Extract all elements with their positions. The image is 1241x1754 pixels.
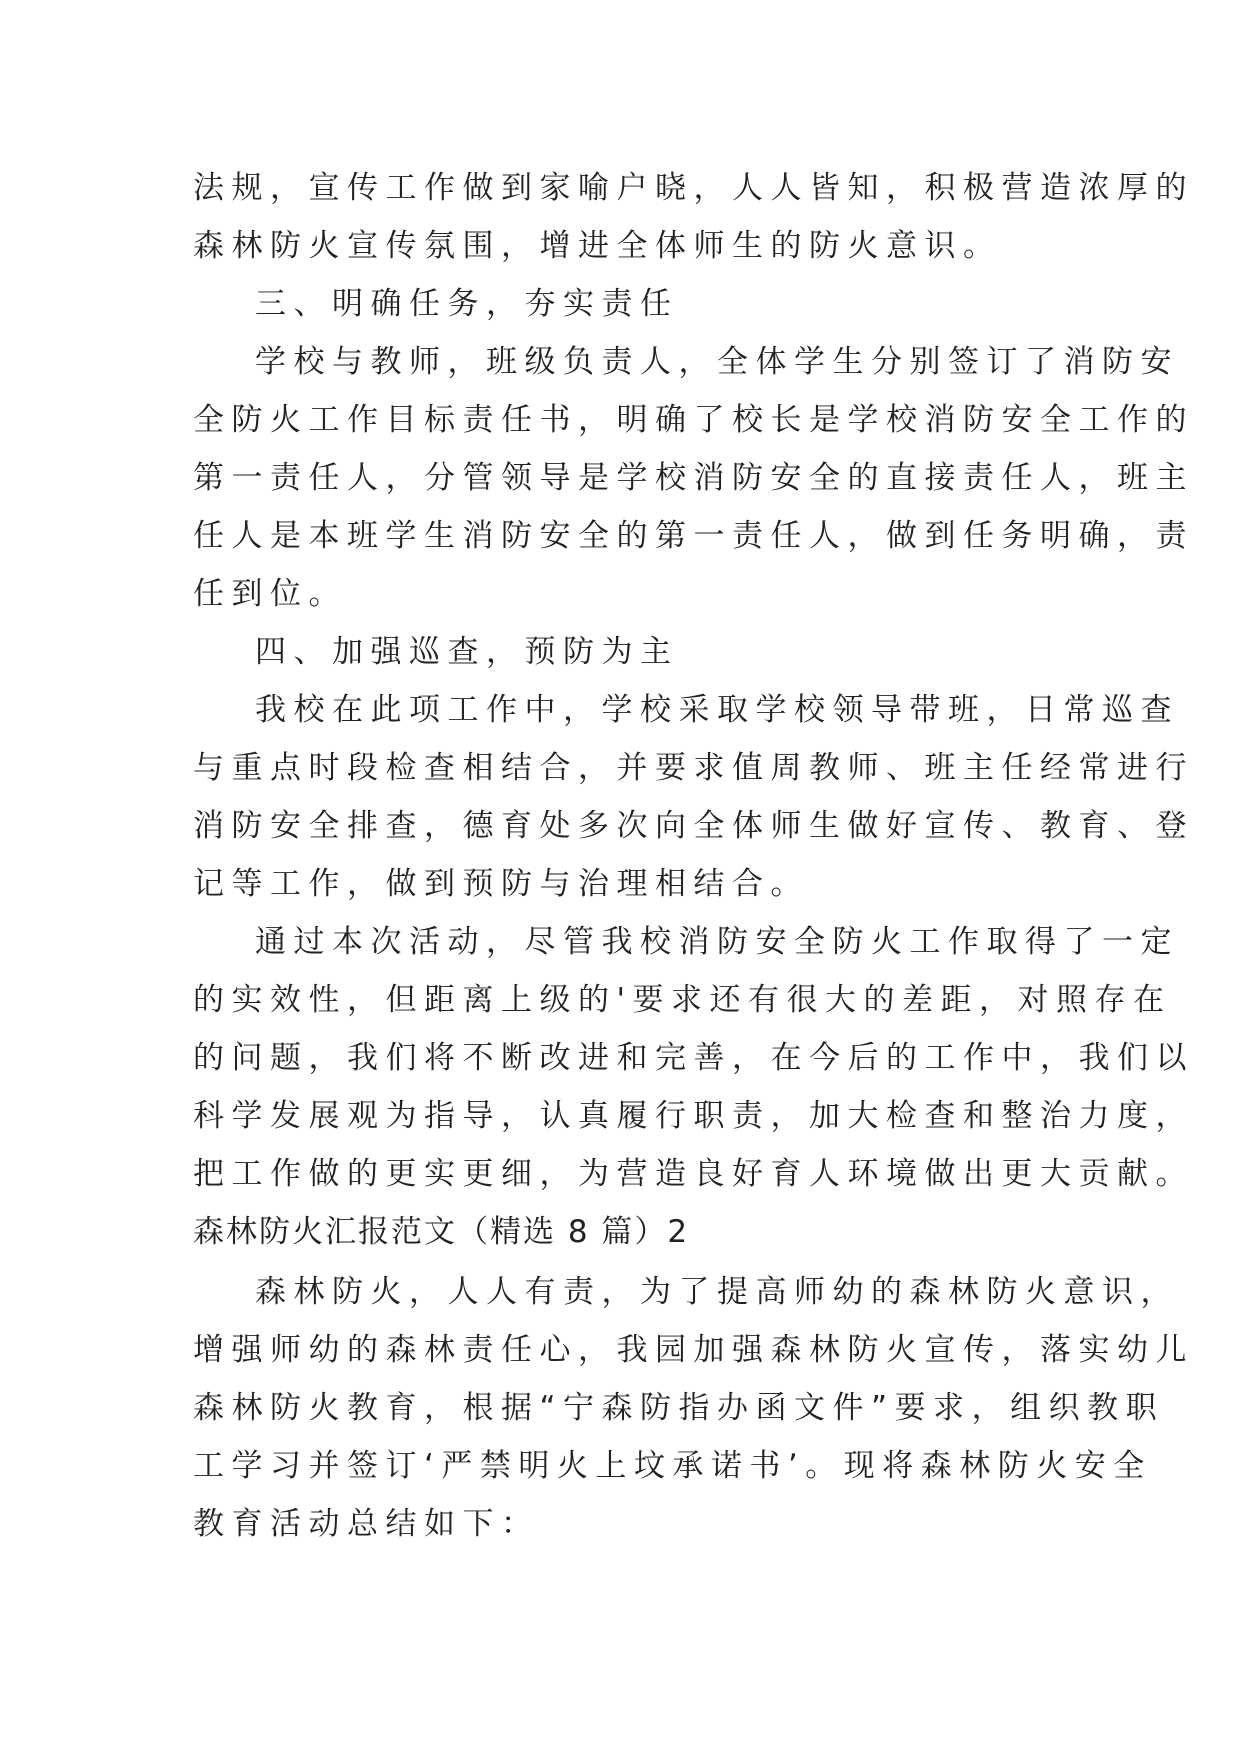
- text-line: 任人是本班学生消防安全的第一责任人，做到任务明确，责: [193, 518, 1194, 554]
- text-line: 的问题，我们将不断改进和完善，在今后的工作中，我们以: [193, 1040, 1194, 1076]
- text-line: 工学习并签订‘严禁明火上坟承诺书’。现将森林防火安全: [193, 1448, 1152, 1484]
- text-line: 消防安全排查，德育处多次向全体师生做好宣传、教育、登: [193, 808, 1194, 844]
- paragraph-first-line: 我校在此项工作中，学校采取学校领导带班，日常巡查: [255, 692, 1179, 728]
- text-line: 第一责任人，分管领导是学校消防安全的直接责任人，班主: [193, 460, 1194, 496]
- text-line: 把工作做的更实更细，为营造良好育人环境做出更大贡献。: [193, 1156, 1194, 1192]
- text-line: 记等工作，做到预防与治理相结合。: [193, 866, 809, 902]
- section-heading: 三、明确任务，夯实责任: [255, 286, 679, 322]
- paragraph-first-line: 学校与教师，班级负责人，全体学生分别签订了消防安: [255, 344, 1179, 380]
- text-line: 森林防火宣传氛围，增进全体师生的防火意识。: [193, 228, 1002, 264]
- text-line: 法规，宣传工作做到家喻户晓，人人皆知，积极营造浓厚的: [193, 170, 1194, 206]
- text-line: 与重点时段检查相结合，并要求值周教师、班主任经常进行: [193, 750, 1194, 786]
- paragraph-first-line: 通过本次活动，尽管我校消防安全防火工作取得了一定: [255, 924, 1179, 960]
- text-line: 任到位。: [193, 576, 347, 612]
- text-line: 森林防火教育，根据“宁森防指办函文件”要求，组织教职: [193, 1390, 1165, 1426]
- text-line: 教育活动总结如下：: [193, 1506, 540, 1542]
- article-title: 森林防火汇报范文（精选 8 篇）2: [193, 1214, 690, 1250]
- text-line: 科学发展观为指导，认真履行职责，加大检查和整治力度，: [193, 1098, 1194, 1134]
- text-line: 增强师幼的森林责任心，我园加强森林防火宣传，落实幼儿: [193, 1332, 1194, 1368]
- section-heading: 四、加强巡查，预防为主: [255, 634, 679, 670]
- text-line: 全防火工作目标责任书，明确了校长是学校消防安全工作的: [193, 402, 1194, 438]
- paragraph-first-line: 森林防火，人人有责，为了提高师幼的森林防火意识，: [255, 1274, 1179, 1310]
- text-line: 的实效性，但距离上级的'要求还有很大的差距，对照存在: [193, 982, 1172, 1018]
